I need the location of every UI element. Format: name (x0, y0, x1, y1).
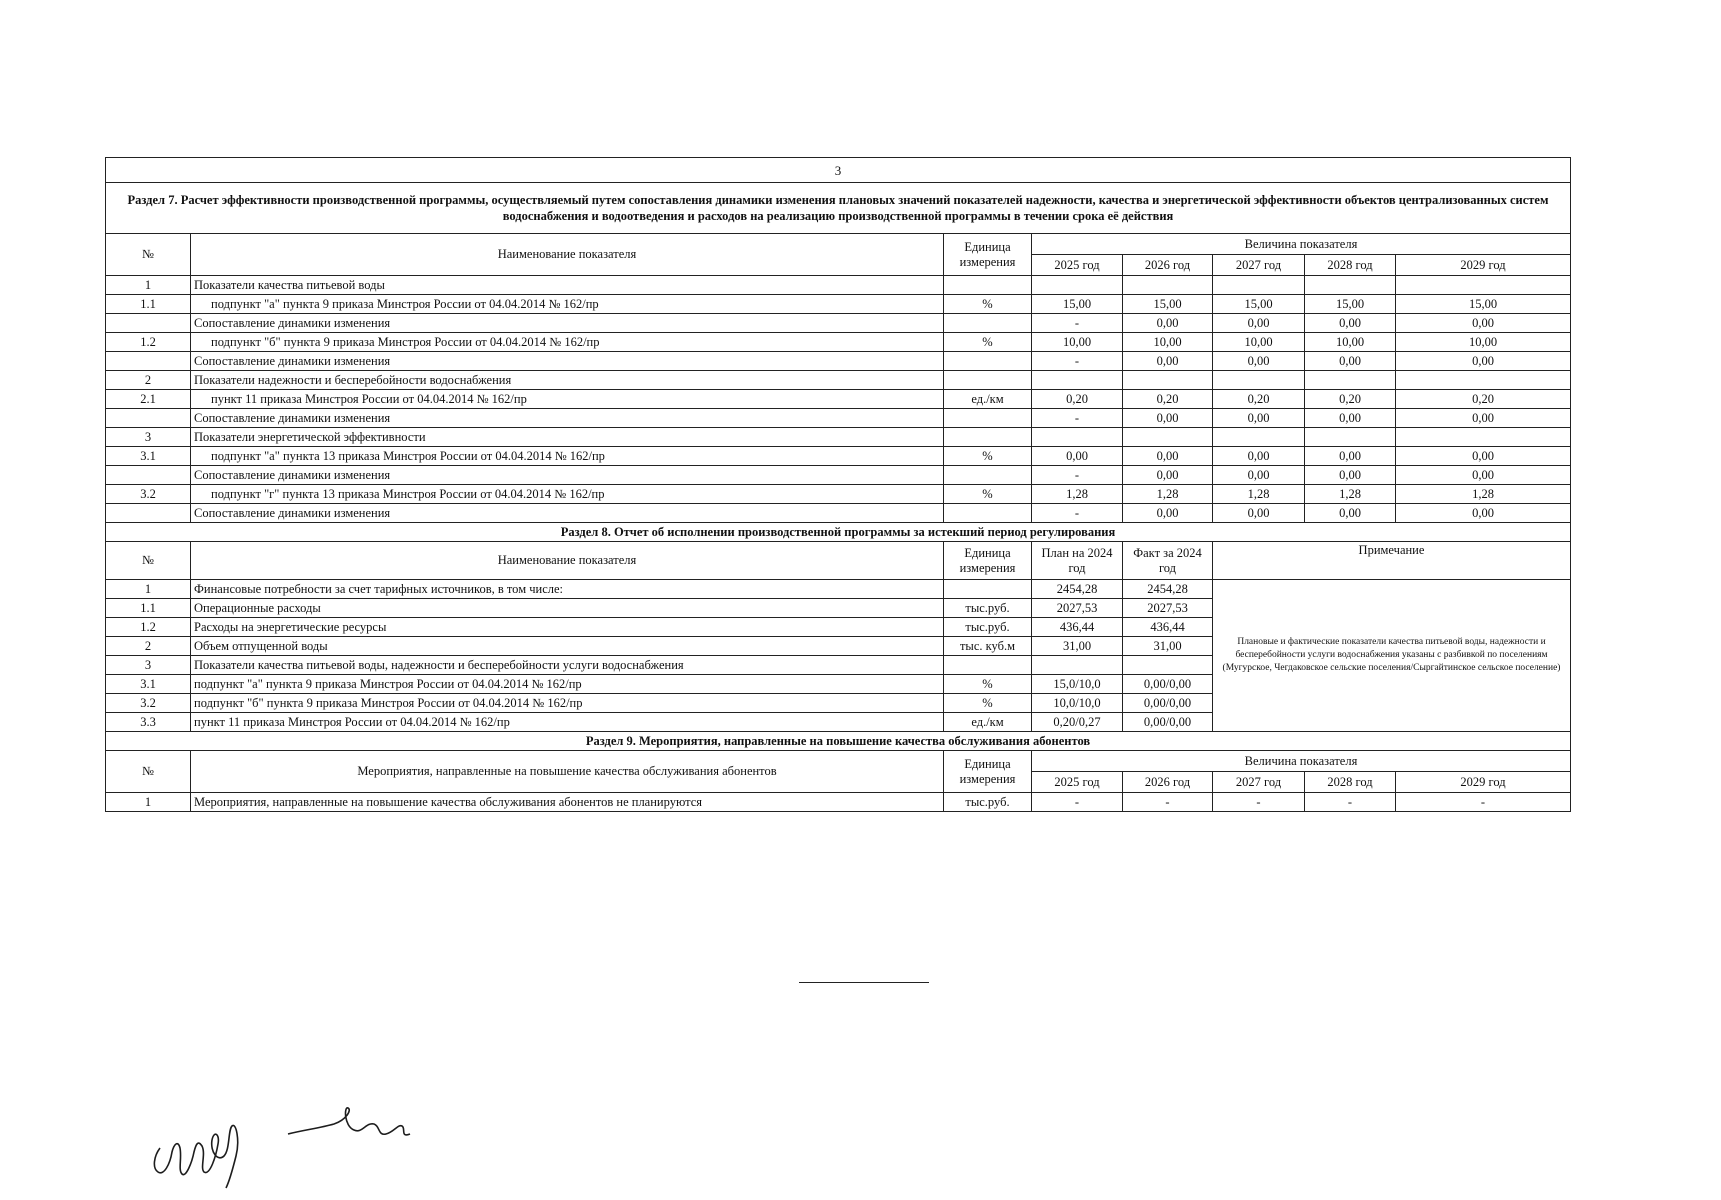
s7-row-unit (944, 409, 1032, 428)
s7-table-row (106, 447, 1571, 466)
s7-row-value: 0,00 (1032, 447, 1123, 466)
s7-row-value: 1,28 (1396, 485, 1571, 504)
s7-row-name: Сопоставление динамики изменения (191, 352, 944, 371)
s9-header-unit: Единица измерения (944, 751, 1032, 793)
s7-row-value: 0,00 (1123, 409, 1213, 428)
s8-row-unit: тыс.руб. (944, 618, 1032, 637)
s8-row-name: пункт 11 приказа Минстроя России от 04.04.2014 № 162/пр (191, 713, 944, 732)
s7-row-value: - (1032, 504, 1123, 523)
s7-row-value: 0,00 (1123, 504, 1213, 523)
s8-row-num: 2 (106, 637, 191, 656)
s7-row-unit (944, 276, 1032, 295)
main-table (105, 157, 1571, 812)
s8-row-fact: 0,00/0,00 (1123, 675, 1213, 694)
s8-row-num: 3 (106, 656, 191, 675)
s9-table-row (106, 793, 1571, 812)
s7-row-num: 3 (106, 428, 191, 447)
s7-row-unit: ед./км (944, 390, 1032, 409)
s7-row-unit (944, 371, 1032, 390)
s7-header-year: 2027 год (1213, 255, 1305, 276)
s8-row-name: Расходы на энергетические ресурсы (191, 618, 944, 637)
s7-row-value (1305, 428, 1396, 447)
s8-row-name: Операционные расходы (191, 599, 944, 618)
s8-row-plan: 2027,53 (1032, 599, 1123, 618)
s7-table-row (106, 371, 1571, 390)
s7-row-value: 0,00 (1396, 352, 1571, 371)
s7-row-num (106, 504, 191, 523)
s7-row-value: 1,28 (1213, 485, 1305, 504)
s9-header-year: 2027 год (1213, 772, 1305, 793)
s7-table-row (106, 276, 1571, 295)
s7-row-value: 0,00 (1213, 352, 1305, 371)
s8-row-unit: % (944, 675, 1032, 694)
s7-row-value: 10,00 (1123, 333, 1213, 352)
s8-row-plan (1032, 656, 1123, 675)
s7-header-year: 2026 год (1123, 255, 1213, 276)
s7-row-value: 15,00 (1032, 295, 1123, 314)
s7-row-value: 0,00 (1305, 504, 1396, 523)
s8-row-name: Финансовые потребности за счет тарифных источников, в том числе: (191, 580, 944, 599)
s7-row-value (1213, 428, 1305, 447)
s7-row-value (1213, 276, 1305, 295)
s7-row-value: 10,00 (1396, 333, 1571, 352)
s7-row-value: 0,00 (1396, 409, 1571, 428)
s9-row-value: - (1213, 793, 1305, 812)
s8-header-fact: Факт за 2024 год (1123, 542, 1213, 580)
s9-header-value: Величина показателя (1032, 751, 1571, 772)
s7-row-name: Показатели надежности и бесперебойности водоснабжения (191, 371, 944, 390)
s8-row-fact (1123, 656, 1213, 675)
s8-header-name: Наименование показателя (191, 542, 944, 580)
s7-row-value: 0,00 (1396, 447, 1571, 466)
s7-row-value: - (1032, 409, 1123, 428)
s7-row-value (1305, 371, 1396, 390)
s7-row-value: 0,00 (1123, 314, 1213, 333)
s9-header-year: 2026 год (1123, 772, 1213, 793)
s7-row-num (106, 466, 191, 485)
s7-row-num (106, 409, 191, 428)
s7-row-value: 15,00 (1213, 295, 1305, 314)
s7-header-year: 2025 год (1032, 255, 1123, 276)
s8-row-unit: ед./км (944, 713, 1032, 732)
s9-row-unit: тыс.руб. (944, 793, 1032, 812)
s7-table-row (106, 352, 1571, 371)
s7-row-num: 1.1 (106, 295, 191, 314)
s8-row-plan: 436,44 (1032, 618, 1123, 637)
s7-row-value: 0,00 (1213, 314, 1305, 333)
section7-title: Раздел 7. Расчет эффективности производственной программы, осуществляемый путем сопоставления динамики изменения плановых значений показателей надежности, качества и энергетической эффективности объектов централизованных систем водоснабжения и водоотведения и расходов на реализацию производственной программы в течении срока её действия (106, 183, 1571, 234)
s7-row-value: - (1032, 466, 1123, 485)
s7-row-name: Сопоставление динамики изменения (191, 409, 944, 428)
s8-row-plan: 2454,28 (1032, 580, 1123, 599)
s7-row-num: 3.2 (106, 485, 191, 504)
s7-row-value: 10,00 (1032, 333, 1123, 352)
s7-row-name: Сопоставление динамики изменения (191, 314, 944, 333)
s7-row-name: подпункт "б" пункта 9 приказа Минстроя России от 04.04.2014 № 162/пр (191, 333, 944, 352)
s8-row-num: 3.1 (106, 675, 191, 694)
s8-row-name: подпункт "а" пункта 9 приказа Минстроя России от 04.04.2014 № 162/пр (191, 675, 944, 694)
s7-row-value: 10,00 (1213, 333, 1305, 352)
s9-header-name: Мероприятия, направленные на повышение качества обслуживания абонентов (191, 751, 944, 793)
s9-header-year: 2028 год (1305, 772, 1396, 793)
s8-row-name: подпункт "б" пункта 9 приказа Минстроя России от 04.04.2014 № 162/пр (191, 694, 944, 713)
s8-row-fact: 0,00/0,00 (1123, 694, 1213, 713)
s9-header-year: 2025 год (1032, 772, 1123, 793)
s7-table-row (106, 314, 1571, 333)
s7-table-row (106, 390, 1571, 409)
s7-row-value: 0,00 (1123, 352, 1213, 371)
s8-header-num: № (106, 542, 191, 580)
s7-header-year: 2028 год (1305, 255, 1396, 276)
s8-row-unit (944, 580, 1032, 599)
s7-table-row (106, 428, 1571, 447)
table-body (106, 158, 1571, 812)
s7-row-value (1396, 428, 1571, 447)
s9-row-num: 1 (106, 793, 191, 812)
s7-row-unit: % (944, 447, 1032, 466)
s8-row-fact: 2454,28 (1123, 580, 1213, 599)
s7-row-value: 1,28 (1305, 485, 1396, 504)
s7-row-num (106, 352, 191, 371)
s7-row-value: 0,20 (1213, 390, 1305, 409)
s7-row-value: 0,00 (1396, 466, 1571, 485)
s7-row-unit (944, 466, 1032, 485)
s8-row-fact: 2027,53 (1123, 599, 1213, 618)
s7-row-value: 15,00 (1123, 295, 1213, 314)
s8-table-row (106, 580, 1571, 599)
s8-row-plan: 0,20/0,27 (1032, 713, 1123, 732)
s7-row-value: 15,00 (1396, 295, 1571, 314)
s7-row-value (1123, 276, 1213, 295)
s7-row-num: 1 (106, 276, 191, 295)
s7-row-unit: % (944, 295, 1032, 314)
s7-row-name: Сопоставление динамики изменения (191, 466, 944, 485)
s9-row-value: - (1396, 793, 1571, 812)
s7-row-value: 1,28 (1123, 485, 1213, 504)
s8-row-num: 3.2 (106, 694, 191, 713)
s7-row-unit (944, 428, 1032, 447)
s7-row-value: 0,00 (1213, 504, 1305, 523)
s7-row-value (1032, 371, 1123, 390)
s8-row-plan: 10,0/10,0 (1032, 694, 1123, 713)
s7-row-value: 0,00 (1305, 314, 1396, 333)
s8-row-num: 1.1 (106, 599, 191, 618)
s7-row-name: пункт 11 приказа Минстроя России от 04.04.2014 № 162/пр (191, 390, 944, 409)
s7-table-row (106, 504, 1571, 523)
s8-row-unit: тыс.руб. (944, 599, 1032, 618)
s7-row-value (1123, 428, 1213, 447)
s7-row-value: - (1032, 352, 1123, 371)
s7-row-unit (944, 314, 1032, 333)
s8-row-fact: 0,00/0,00 (1123, 713, 1213, 732)
s8-row-num: 1 (106, 580, 191, 599)
s7-row-value (1032, 276, 1123, 295)
s8-header-plan: План на 2024 год (1032, 542, 1123, 580)
s8-row-num: 3.3 (106, 713, 191, 732)
s7-row-num: 2.1 (106, 390, 191, 409)
s7-row-value: 0,20 (1032, 390, 1123, 409)
closing-divider (799, 982, 929, 983)
section8-title: Раздел 8. Отчет об исполнении производственной программы за истекший период регулирования (106, 523, 1571, 542)
s7-row-value: 1,28 (1032, 485, 1123, 504)
s7-table-row (106, 485, 1571, 504)
s7-row-value: 0,00 (1213, 447, 1305, 466)
s7-row-value: 0,00 (1396, 314, 1571, 333)
s8-row-fact: 31,00 (1123, 637, 1213, 656)
s7-row-value: 0,00 (1213, 466, 1305, 485)
s7-row-value (1305, 276, 1396, 295)
s7-row-value: 0,00 (1305, 466, 1396, 485)
s8-header-note: Примечание (1213, 542, 1571, 580)
s7-row-unit: % (944, 485, 1032, 504)
s7-row-name: подпункт "а" пункта 9 приказа Минстроя России от 04.04.2014 № 162/пр (191, 295, 944, 314)
s7-header-num: № (106, 234, 191, 276)
s8-row-num: 1.2 (106, 618, 191, 637)
s7-row-value (1123, 371, 1213, 390)
s9-row-value: - (1123, 793, 1213, 812)
handwritten-signature (148, 1100, 428, 1190)
s8-note: Плановые и фактические показатели качества питьевой воды, надежности и бесперебойности услуги водоснабжения указаны с разбивкой по поселениям (Мугурское, Чегдаковское сельские поселения/Сыргайтинское сельское поселение) (1213, 580, 1571, 732)
s7-row-num: 1.2 (106, 333, 191, 352)
s7-row-value (1396, 276, 1571, 295)
s7-row-value: 10,00 (1305, 333, 1396, 352)
s8-header-unit: Единица измерения (944, 542, 1032, 580)
s7-row-name: подпункт "а" пункта 13 приказа Минстроя России от 04.04.2014 № 162/пр (191, 447, 944, 466)
s7-header-value: Величина показателя (1032, 234, 1571, 255)
s8-row-name: Показатели качества питьевой воды, надежности и бесперебойности услуги водоснабжения (191, 656, 944, 675)
s8-row-unit: % (944, 694, 1032, 713)
s7-row-value (1213, 371, 1305, 390)
s8-row-plan: 15,0/10,0 (1032, 675, 1123, 694)
s7-table-row (106, 333, 1571, 352)
s9-header-num: № (106, 751, 191, 793)
s7-row-value: 15,00 (1305, 295, 1396, 314)
s7-row-value: 0,00 (1305, 409, 1396, 428)
s7-table-row (106, 409, 1571, 428)
s7-row-value: 0,20 (1396, 390, 1571, 409)
document-sheet (105, 157, 1570, 812)
s7-row-unit: % (944, 333, 1032, 352)
s7-table-row (106, 295, 1571, 314)
s7-header-year: 2029 год (1396, 255, 1571, 276)
s7-row-value: 0,00 (1123, 447, 1213, 466)
s7-row-unit (944, 352, 1032, 371)
s7-row-value (1396, 371, 1571, 390)
s7-row-value: 0,00 (1305, 352, 1396, 371)
s7-row-value: 0,20 (1305, 390, 1396, 409)
s9-row-value: - (1305, 793, 1396, 812)
s8-row-unit: тыс. куб.м (944, 637, 1032, 656)
page-number: 3 (106, 158, 1571, 183)
s9-row-name: Мероприятия, направленные на повышение качества обслуживания абонентов не планируются (191, 793, 944, 812)
s7-row-value: 0,20 (1123, 390, 1213, 409)
s7-header-unit: Единица измерения (944, 234, 1032, 276)
s7-row-num: 3.1 (106, 447, 191, 466)
s7-row-name: подпункт "г" пункта 13 приказа Минстроя России от 04.04.2014 № 162/пр (191, 485, 944, 504)
s7-row-value (1032, 428, 1123, 447)
s7-row-name: Сопоставление динамики изменения (191, 504, 944, 523)
s7-row-value: 0,00 (1305, 447, 1396, 466)
s9-header-year: 2029 год (1396, 772, 1571, 793)
s7-row-value: 0,00 (1396, 504, 1571, 523)
s7-row-value: 0,00 (1213, 409, 1305, 428)
s7-row-name: Показатели качества питьевой воды (191, 276, 944, 295)
s7-table-row (106, 466, 1571, 485)
s7-row-num (106, 314, 191, 333)
s8-row-name: Объем отпущенной воды (191, 637, 944, 656)
s9-row-value: - (1032, 793, 1123, 812)
s7-row-unit (944, 504, 1032, 523)
s7-row-value: - (1032, 314, 1123, 333)
s7-row-name: Показатели энергетической эффективности (191, 428, 944, 447)
section9-title: Раздел 9. Мероприятия, направленные на повышение качества обслуживания абонентов (106, 732, 1571, 751)
s8-row-unit (944, 656, 1032, 675)
s8-row-plan: 31,00 (1032, 637, 1123, 656)
s7-row-num: 2 (106, 371, 191, 390)
s7-row-value: 0,00 (1123, 466, 1213, 485)
s7-header-name: Наименование показателя (191, 234, 944, 276)
s8-row-fact: 436,44 (1123, 618, 1213, 637)
